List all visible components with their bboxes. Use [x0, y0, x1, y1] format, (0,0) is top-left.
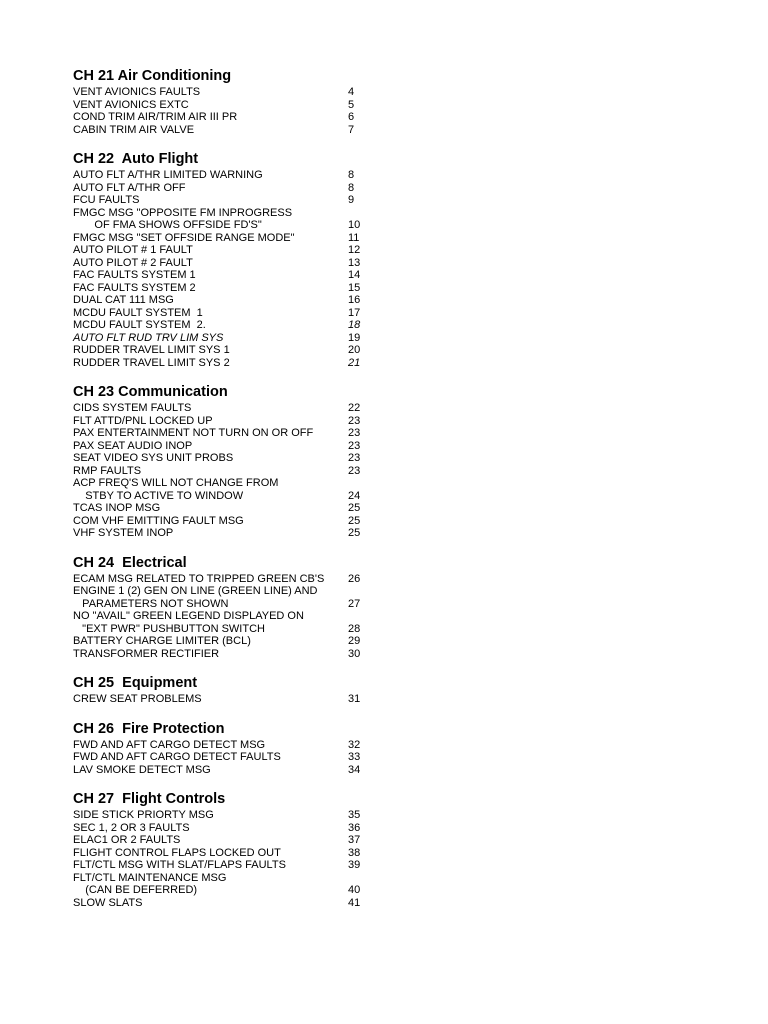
- entry-label: FAC FAULTS SYSTEM 1: [73, 269, 196, 281]
- toc-entry: [73, 182, 393, 195]
- entry-label: FLT/CTL MAINTENANCE MSG: [73, 871, 227, 884]
- entry-label: AUTO PILOT # 2 FAULT: [73, 256, 193, 269]
- entry-label: ELAC1 OR 2 FAULTS: [73, 834, 181, 846]
- entry-label: OF FMA SHOWS OFFSIDE FD'S": [73, 219, 262, 231]
- toc-entry: [73, 515, 393, 528]
- entry-page: 39: [348, 859, 361, 871]
- toc-entry: [73, 332, 393, 345]
- toc-entry: [73, 402, 393, 415]
- entry-label: PAX SEAT AUDIO INOP: [73, 439, 193, 452]
- toc-entry: [73, 751, 393, 764]
- entry-page: 30: [348, 647, 361, 660]
- entry-label: CABIN TRIM AIR VALVE: [73, 123, 195, 136]
- entry-label: (CAN BE DEFERRED): [73, 884, 198, 896]
- entry-page: 23: [348, 414, 361, 427]
- entry-label: AUTO FLT RUD TRV LIM SYS: [73, 331, 224, 344]
- entry-page: 25: [348, 527, 361, 539]
- entry-label: CREW SEAT PROBLEMS: [73, 693, 202, 705]
- entry-page: 8: [348, 169, 355, 181]
- entry-label: "EXT PWR" PUSHBUTTON SWITCH: [73, 622, 265, 635]
- entry-label: FLT/CTL MSG WITH SLAT/FLAPS FAULTS: [73, 859, 286, 871]
- toc-entry: [73, 99, 393, 112]
- toc-entry: [73, 440, 393, 453]
- entry-page: 25: [348, 502, 361, 514]
- toc-entry: [73, 635, 393, 648]
- toc-entry: [73, 319, 393, 332]
- entry-label: BATTERY CHARGE LIMITER (BCL): [73, 635, 251, 647]
- entry-label: RMP FAULTS: [73, 464, 142, 477]
- entry-label: FMGC MSG "SET OFFSIDE RANGE MODE": [73, 231, 295, 244]
- toc-entry: [73, 872, 393, 885]
- section-ch24: [73, 555, 393, 661]
- entry-page: 15: [348, 281, 361, 294]
- entry-page: 13: [348, 256, 361, 269]
- entry-label: MCDU FAULT SYSTEM 1: [73, 306, 203, 319]
- entry-label: COND TRIM AIR/TRIM AIR III PR: [73, 111, 238, 123]
- entry-page: 23: [348, 427, 361, 439]
- entry-label: ACP FREQ'S WILL NOT CHANGE FROM: [73, 477, 279, 489]
- section-title: CH 22 Auto Flight: [73, 151, 199, 167]
- section-gap: [73, 540, 393, 555]
- entry-page: 35: [348, 809, 361, 821]
- entry-label: SEAT VIDEO SYS UNIT PROBS: [73, 452, 234, 464]
- entry-page: 29: [348, 635, 361, 647]
- toc-entry: [73, 269, 393, 282]
- section-title: CH 26 Fire Protection: [73, 720, 225, 737]
- toc-entry: [73, 847, 393, 860]
- toc-entry: [73, 490, 393, 503]
- entry-label: FWD AND AFT CARGO DETECT MSG: [73, 738, 266, 751]
- entry-page: 6: [348, 111, 355, 123]
- entry-label: FCU FAULTS: [73, 194, 140, 206]
- section-title: CH 24 Electrical: [73, 554, 187, 571]
- toc-entry: [73, 169, 393, 182]
- entry-page: 22: [348, 402, 361, 414]
- section-ch22: [73, 151, 393, 369]
- toc-entry: [73, 294, 393, 307]
- entry-label: FAC FAULTS SYSTEM 2: [73, 281, 196, 294]
- entry-page: 5: [348, 98, 355, 111]
- section-title: CH 25 Equipment: [73, 675, 198, 691]
- table-of-contents: [73, 68, 393, 909]
- entry-page: 31: [348, 693, 361, 705]
- entry-label: PARAMETERS NOT SHOWN: [73, 597, 229, 610]
- entry-label: ENGINE 1 (2) GEN ON LINE (GREEN LINE) AND: [73, 585, 318, 597]
- toc-entry: [73, 648, 393, 661]
- entry-label: AUTO FLT A/THR LIMITED WARNING: [73, 169, 263, 181]
- entry-page: 24: [348, 489, 361, 502]
- toc-entry: [73, 111, 393, 124]
- toc-entry: [73, 452, 393, 465]
- entry-page: 11: [348, 231, 360, 244]
- entry-page: 26: [348, 572, 361, 585]
- entry-label: NO "AVAIL" GREEN LEGEND DISPLAYED ON: [73, 610, 304, 622]
- entry-label: CIDS SYSTEM FAULTS: [73, 402, 192, 414]
- section-gap: [73, 660, 393, 675]
- toc-entry: [73, 124, 393, 137]
- entry-page: 25: [348, 514, 361, 527]
- section-title: CH 27 Flight Controls: [73, 791, 226, 807]
- toc-entry: [73, 502, 393, 515]
- entry-page: 21: [348, 356, 361, 369]
- toc-entry: [73, 822, 393, 835]
- entry-page: 8: [348, 181, 355, 194]
- section-ch25: [73, 675, 393, 706]
- toc-entry: [73, 477, 393, 490]
- entry-page: 10: [348, 219, 361, 231]
- entry-label: LAV SMOKE DETECT MSG: [73, 763, 211, 776]
- entry-label: FLIGHT CONTROL FLAPS LOCKED OUT: [73, 846, 281, 859]
- entry-label: AUTO PILOT # 1 FAULT: [73, 244, 193, 256]
- entry-page: 19: [348, 331, 361, 344]
- entry-page: 41: [348, 896, 361, 909]
- entry-page: 36: [348, 821, 361, 834]
- entry-page: 7: [348, 123, 355, 136]
- entry-page: 38: [348, 846, 361, 859]
- toc-entry: [73, 764, 393, 777]
- section-ch26: [73, 721, 393, 777]
- entry-label: DUAL CAT 111 MSG: [73, 294, 174, 306]
- toc-entry: [73, 415, 393, 428]
- entry-label: RUDDER TRAVEL LIMIT SYS 2: [73, 356, 230, 369]
- entry-label: COM VHF EMITTING FAULT MSG: [73, 514, 244, 527]
- entry-label: SLOW SLATS: [73, 896, 143, 909]
- section-gap: [73, 776, 393, 791]
- entry-label: MCDU FAULT SYSTEM 2.: [73, 319, 206, 331]
- entry-label: AUTO FLT A/THR OFF: [73, 181, 186, 194]
- toc-entry: [73, 427, 393, 440]
- entry-page: 14: [348, 269, 361, 281]
- entry-page: 23: [348, 464, 361, 477]
- entry-label: VENT AVIONICS EXTC: [73, 98, 189, 111]
- toc-entry: [73, 232, 393, 245]
- section-ch23: [73, 384, 393, 540]
- toc-entry: [73, 739, 393, 752]
- toc-entry: [73, 527, 393, 540]
- toc-entry: [73, 244, 393, 257]
- toc-entry: [73, 207, 393, 220]
- entry-label: RUDDER TRAVEL LIMIT SYS 1: [73, 344, 230, 356]
- entry-page: 33: [348, 751, 361, 763]
- section-ch21: [73, 68, 393, 136]
- toc-entry: [73, 86, 393, 99]
- entry-page: 9: [348, 194, 355, 206]
- toc-entry: [73, 693, 393, 706]
- toc-entry: [73, 282, 393, 295]
- toc-entry: [73, 897, 393, 910]
- entry-label: SEC 1, 2 OR 3 FAULTS: [73, 821, 190, 834]
- entry-page: 4: [348, 86, 355, 98]
- toc-entry: [73, 610, 393, 623]
- toc-entry: [73, 598, 393, 611]
- entry-label: ECAM MSG RELATED TO TRIPPED GREEN CB'S: [73, 572, 325, 585]
- entry-page: 20: [348, 344, 361, 356]
- entry-label: STBY TO ACTIVE TO WINDOW: [73, 489, 244, 502]
- toc-entry: [73, 219, 393, 232]
- toc-entry: [73, 834, 393, 847]
- entry-page: 23: [348, 452, 361, 464]
- section-title: CH 23 Communication: [73, 384, 228, 400]
- toc-entry: [73, 194, 393, 207]
- entry-label: PAX ENTERTAINMENT NOT TURN ON OR OFF: [73, 427, 314, 439]
- toc-entry: [73, 344, 393, 357]
- section-ch27: [73, 791, 393, 909]
- toc-entry: [73, 809, 393, 822]
- entry-label: TCAS INOP MSG: [73, 502, 161, 514]
- toc-entry: [73, 585, 393, 598]
- section-gap: [73, 706, 393, 721]
- toc-entry: [73, 357, 393, 370]
- entry-label: VHF SYSTEM INOP: [73, 527, 174, 539]
- entry-page: 16: [348, 294, 361, 306]
- entry-label: VENT AVIONICS FAULTS: [73, 86, 201, 98]
- entry-label: SIDE STICK PRIORTY MSG: [73, 809, 214, 821]
- entry-page: 23: [348, 439, 361, 452]
- toc-entry: [73, 307, 393, 320]
- entry-page: 32: [348, 738, 361, 751]
- section-gap: [73, 369, 393, 384]
- entry-page: 27: [348, 597, 361, 610]
- toc-entry: [73, 465, 393, 478]
- entry-page: 17: [348, 306, 361, 319]
- entry-label: FMGC MSG "OPPOSITE FM INPROGRESS: [73, 206, 293, 219]
- entry-page: 40: [348, 884, 361, 896]
- toc-entry: [73, 623, 393, 636]
- entry-label: FLT ATTD/PNL LOCKED UP: [73, 414, 213, 427]
- entry-label: TRANSFORMER RECTIFIER: [73, 647, 220, 660]
- toc-entry: [73, 859, 393, 872]
- toc-entry: [73, 573, 393, 586]
- entry-page: 34: [348, 763, 361, 776]
- entry-page: 12: [348, 244, 361, 256]
- toc-entry: [73, 257, 393, 270]
- section-gap: [73, 136, 393, 151]
- toc-entry: [73, 884, 393, 897]
- entry-label: FWD AND AFT CARGO DETECT FAULTS: [73, 751, 281, 763]
- entry-page: 18: [348, 319, 361, 331]
- entry-page: 28: [348, 622, 361, 635]
- entry-page: 37: [348, 834, 361, 846]
- section-title: CH 21 Air Conditioning: [73, 68, 232, 84]
